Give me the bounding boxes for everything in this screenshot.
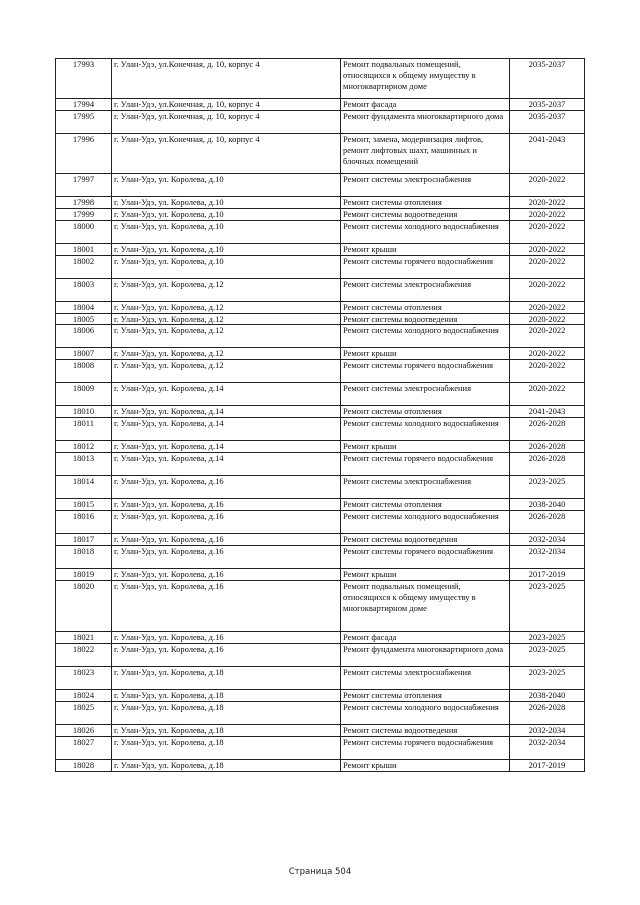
address-cell: г. Улан-Удэ, ул. Королева, д.12 bbox=[112, 348, 341, 360]
period-cell: 2020-2022 bbox=[510, 360, 585, 383]
table-row bbox=[56, 173, 585, 196]
address-cell: г. Улан-Удэ, ул. Королева, д.12 bbox=[112, 301, 341, 313]
address-cell: г. Улан-Удэ, ул. Королева, д.10 bbox=[112, 173, 341, 196]
table-row bbox=[56, 545, 585, 568]
address-cell: г. Улан-Удэ, ул. Королева, д.16 bbox=[112, 580, 341, 631]
row-number: 18021 bbox=[56, 631, 112, 643]
work-type-cell: Ремонт системы водоотведения bbox=[341, 724, 510, 736]
table-body bbox=[56, 59, 585, 772]
period-cell: 2023-2025 bbox=[510, 580, 585, 631]
table-row bbox=[56, 759, 585, 771]
work-type-cell: Ремонт системы отопления bbox=[341, 406, 510, 418]
period-cell: 2023-2025 bbox=[510, 643, 585, 666]
address-cell: г. Улан-Удэ, ул. Королева, д.16 bbox=[112, 534, 341, 546]
row-number: 18013 bbox=[56, 453, 112, 476]
work-type-cell: Ремонт системы отопления bbox=[341, 301, 510, 313]
period-cell: 2020-2022 bbox=[510, 301, 585, 313]
row-number: 18019 bbox=[56, 568, 112, 580]
table-row bbox=[56, 418, 585, 441]
row-number: 18003 bbox=[56, 278, 112, 301]
row-number: 18007 bbox=[56, 348, 112, 360]
address-cell: г. Улан-Удэ, ул. Королева, д.18 bbox=[112, 759, 341, 771]
table-row bbox=[56, 453, 585, 476]
table-row bbox=[56, 499, 585, 511]
table-row bbox=[56, 666, 585, 689]
period-cell: 2035-2037 bbox=[510, 99, 585, 111]
address-cell: г. Улан-Удэ, ул.Конечная, д. 10, корпус 4 bbox=[112, 59, 341, 99]
period-cell: 2026-2028 bbox=[510, 701, 585, 724]
work-type-cell: Ремонт системы водоотведения bbox=[341, 534, 510, 546]
period-cell: 2020-2022 bbox=[510, 243, 585, 255]
period-cell: 2032-2034 bbox=[510, 534, 585, 546]
table-row bbox=[56, 220, 585, 243]
period-cell: 2020-2022 bbox=[510, 255, 585, 278]
period-cell: 2032-2034 bbox=[510, 736, 585, 759]
row-number: 18000 bbox=[56, 220, 112, 243]
row-number: 18017 bbox=[56, 534, 112, 546]
period-cell: 2020-2022 bbox=[510, 208, 585, 220]
period-cell: 2041-2043 bbox=[510, 406, 585, 418]
work-type-cell: Ремонт системы отопления bbox=[341, 196, 510, 208]
table-row bbox=[56, 736, 585, 759]
work-type-cell: Ремонт системы водоотведения bbox=[341, 208, 510, 220]
address-cell: г. Улан-Удэ, ул. Королева, д.16 bbox=[112, 499, 341, 511]
period-cell: 2026-2028 bbox=[510, 511, 585, 534]
row-number: 17996 bbox=[56, 133, 112, 173]
work-type-cell: Ремонт крыши bbox=[341, 759, 510, 771]
row-number: 18027 bbox=[56, 736, 112, 759]
work-type-cell: Ремонт подвальных помещений, относящихся к общему имуществу в многоквартирном доме bbox=[341, 580, 510, 631]
address-cell: г. Улан-Удэ, ул. Королева, д.12 bbox=[112, 313, 341, 325]
address-cell: г. Улан-Удэ, ул. Королева, д.16 bbox=[112, 631, 341, 643]
row-number: 18025 bbox=[56, 701, 112, 724]
address-cell: г. Улан-Удэ, ул.Конечная, д. 10, корпус 4 bbox=[112, 99, 341, 111]
row-number: 18026 bbox=[56, 724, 112, 736]
row-number: 17999 bbox=[56, 208, 112, 220]
work-type-cell: Ремонт фасада bbox=[341, 631, 510, 643]
address-cell: г. Улан-Удэ, ул. Королева, д.12 bbox=[112, 278, 341, 301]
period-cell: 2020-2022 bbox=[510, 220, 585, 243]
table-row bbox=[56, 208, 585, 220]
row-number: 18023 bbox=[56, 666, 112, 689]
address-cell: г. Улан-Удэ, ул. Королева, д.16 bbox=[112, 476, 341, 499]
address-cell: г. Улан-Удэ, ул. Королева, д.14 bbox=[112, 383, 341, 406]
period-cell: 2023-2025 bbox=[510, 631, 585, 643]
address-cell: г. Улан-Удэ, ул. Королева, д.12 bbox=[112, 325, 341, 348]
address-cell: г. Улан-Удэ, ул. Королева, д.14 bbox=[112, 406, 341, 418]
address-cell: г. Улан-Удэ, ул. Королева, д.10 bbox=[112, 196, 341, 208]
row-number: 18010 bbox=[56, 406, 112, 418]
period-cell: 2035-2037 bbox=[510, 110, 585, 133]
table-row bbox=[56, 110, 585, 133]
table-row bbox=[56, 689, 585, 701]
row-number: 18002 bbox=[56, 255, 112, 278]
row-number: 17994 bbox=[56, 99, 112, 111]
table-row bbox=[56, 631, 585, 643]
row-number: 18014 bbox=[56, 476, 112, 499]
row-number: 18020 bbox=[56, 580, 112, 631]
period-cell: 2026-2028 bbox=[510, 453, 585, 476]
work-type-cell: Ремонт крыши bbox=[341, 568, 510, 580]
table-row bbox=[56, 348, 585, 360]
table-row bbox=[56, 360, 585, 383]
row-number: 17995 bbox=[56, 110, 112, 133]
work-type-cell: Ремонт системы холодного водоснабжения bbox=[341, 220, 510, 243]
work-type-cell: Ремонт системы горячего водоснабжения bbox=[341, 453, 510, 476]
address-cell: г. Улан-Удэ, ул. Королева, д.16 bbox=[112, 568, 341, 580]
table-row bbox=[56, 243, 585, 255]
work-type-cell: Ремонт системы холодного водоснабжения bbox=[341, 511, 510, 534]
period-cell: 2038-2040 bbox=[510, 689, 585, 701]
row-number: 18006 bbox=[56, 325, 112, 348]
period-cell: 2017-2019 bbox=[510, 568, 585, 580]
address-cell: г. Улан-Удэ, ул.Конечная, д. 10, корпус 4 bbox=[112, 110, 341, 133]
period-cell: 2032-2034 bbox=[510, 724, 585, 736]
period-cell: 2032-2034 bbox=[510, 545, 585, 568]
row-number: 18001 bbox=[56, 243, 112, 255]
work-type-cell: Ремонт крыши bbox=[341, 243, 510, 255]
address-cell: г. Улан-Удэ, ул. Королева, д.12 bbox=[112, 360, 341, 383]
address-cell: г. Улан-Удэ, ул. Королева, д.16 bbox=[112, 643, 341, 666]
work-type-cell: Ремонт системы горячего водоснабжения bbox=[341, 545, 510, 568]
table-row bbox=[56, 325, 585, 348]
row-number: 18024 bbox=[56, 689, 112, 701]
address-cell: г. Улан-Удэ, ул. Королева, д.14 bbox=[112, 441, 341, 453]
table-row bbox=[56, 133, 585, 173]
table-row bbox=[56, 568, 585, 580]
row-number: 18005 bbox=[56, 313, 112, 325]
work-type-cell: Ремонт, замена, модернизация лифтов, ремонт лифтовых шахт, машинных и блочных помещений bbox=[341, 133, 510, 173]
row-number: 18008 bbox=[56, 360, 112, 383]
table-row bbox=[56, 278, 585, 301]
work-type-cell: Ремонт системы электроснабжения bbox=[341, 666, 510, 689]
table-row bbox=[56, 580, 585, 631]
table-row bbox=[56, 476, 585, 499]
period-cell: 2020-2022 bbox=[510, 348, 585, 360]
row-number: 17997 bbox=[56, 173, 112, 196]
address-cell: г. Улан-Удэ, ул. Королева, д.18 bbox=[112, 701, 341, 724]
table-row bbox=[56, 313, 585, 325]
address-cell: г. Улан-Удэ, ул. Королева, д.18 bbox=[112, 666, 341, 689]
work-type-cell: Ремонт системы электроснабжения bbox=[341, 173, 510, 196]
work-type-cell: Ремонт системы отопления bbox=[341, 689, 510, 701]
table-row bbox=[56, 301, 585, 313]
period-cell: 2023-2025 bbox=[510, 666, 585, 689]
row-number: 17998 bbox=[56, 196, 112, 208]
address-cell: г. Улан-Удэ, ул. Королева, д.16 bbox=[112, 511, 341, 534]
table-row bbox=[56, 701, 585, 724]
period-cell: 2020-2022 bbox=[510, 383, 585, 406]
period-cell: 2038-2040 bbox=[510, 499, 585, 511]
row-number: 18018 bbox=[56, 545, 112, 568]
address-cell: г. Улан-Удэ, ул. Королева, д.10 bbox=[112, 220, 341, 243]
page-number: Страница 504 bbox=[288, 867, 352, 877]
period-cell: 2026-2028 bbox=[510, 418, 585, 441]
period-cell: 2020-2022 bbox=[510, 313, 585, 325]
table-row bbox=[56, 406, 585, 418]
address-cell: г. Улан-Удэ, ул. Королева, д.18 bbox=[112, 724, 341, 736]
table-row bbox=[56, 643, 585, 666]
row-number: 18015 bbox=[56, 499, 112, 511]
work-type-cell: Ремонт системы водоотведения bbox=[341, 313, 510, 325]
period-cell: 2023-2025 bbox=[510, 476, 585, 499]
row-number: 18022 bbox=[56, 643, 112, 666]
row-number: 18004 bbox=[56, 301, 112, 313]
address-cell: г. Улан-Удэ, ул. Королева, д.14 bbox=[112, 453, 341, 476]
table-row bbox=[56, 383, 585, 406]
repair-schedule-table bbox=[55, 58, 585, 772]
table-row bbox=[56, 196, 585, 208]
address-cell: г. Улан-Удэ, ул. Королева, д.16 bbox=[112, 545, 341, 568]
work-type-cell: Ремонт крыши bbox=[341, 441, 510, 453]
work-type-cell: Ремонт фундамента многоквартирного дома bbox=[341, 110, 510, 133]
work-type-cell: Ремонт системы горячего водоснабжения bbox=[341, 360, 510, 383]
row-number: 18012 bbox=[56, 441, 112, 453]
period-cell: 2035-2037 bbox=[510, 59, 585, 99]
table-row bbox=[56, 59, 585, 99]
address-cell: г. Улан-Удэ, ул. Королева, д.18 bbox=[112, 689, 341, 701]
work-type-cell: Ремонт фасада bbox=[341, 99, 510, 111]
address-cell: г. Улан-Удэ, ул. Королева, д.18 bbox=[112, 736, 341, 759]
table-row bbox=[56, 511, 585, 534]
table-row bbox=[56, 724, 585, 736]
row-number: 18028 bbox=[56, 759, 112, 771]
work-type-cell: Ремонт системы холодного водоснабжения bbox=[341, 418, 510, 441]
work-type-cell: Ремонт фундамента многоквартирного дома bbox=[341, 643, 510, 666]
work-type-cell: Ремонт крыши bbox=[341, 348, 510, 360]
period-cell: 2017-2019 bbox=[510, 759, 585, 771]
period-cell: 2041-2043 bbox=[510, 133, 585, 173]
period-cell: 2020-2022 bbox=[510, 196, 585, 208]
address-cell: г. Улан-Удэ, ул. Королева, д.10 bbox=[112, 208, 341, 220]
work-type-cell: Ремонт системы холодного водоснабжения bbox=[341, 325, 510, 348]
table-row bbox=[56, 255, 585, 278]
table-row bbox=[56, 99, 585, 111]
work-type-cell: Ремонт системы горячего водоснабжения bbox=[341, 255, 510, 278]
address-cell: г. Улан-Удэ, ул. Королева, д.14 bbox=[112, 418, 341, 441]
row-number: 18009 bbox=[56, 383, 112, 406]
work-type-cell: Ремонт системы электроснабжения bbox=[341, 278, 510, 301]
table-row bbox=[56, 534, 585, 546]
row-number: 18016 bbox=[56, 511, 112, 534]
period-cell: 2020-2022 bbox=[510, 325, 585, 348]
work-type-cell: Ремонт системы горячего водоснабжения bbox=[341, 736, 510, 759]
row-number: 17993 bbox=[56, 59, 112, 99]
address-cell: г. Улан-Удэ, ул. Королева, д.10 bbox=[112, 243, 341, 255]
period-cell: 2026-2028 bbox=[510, 441, 585, 453]
work-type-cell: Ремонт системы холодного водоснабжения bbox=[341, 701, 510, 724]
work-type-cell: Ремонт подвальных помещений, относящихся к общему имуществу в многоквартирном доме bbox=[341, 59, 510, 99]
work-type-cell: Ремонт системы отопления bbox=[341, 499, 510, 511]
period-cell: 2020-2022 bbox=[510, 173, 585, 196]
address-cell: г. Улан-Удэ, ул. Королева, д.10 bbox=[112, 255, 341, 278]
address-cell: г. Улан-Удэ, ул.Конечная, д. 10, корпус 4 bbox=[112, 133, 341, 173]
row-number: 18011 bbox=[56, 418, 112, 441]
work-type-cell: Ремонт системы электроснабжения bbox=[341, 383, 510, 406]
period-cell: 2020-2022 bbox=[510, 278, 585, 301]
table-row bbox=[56, 441, 585, 453]
work-type-cell: Ремонт системы электроснабжения bbox=[341, 476, 510, 499]
